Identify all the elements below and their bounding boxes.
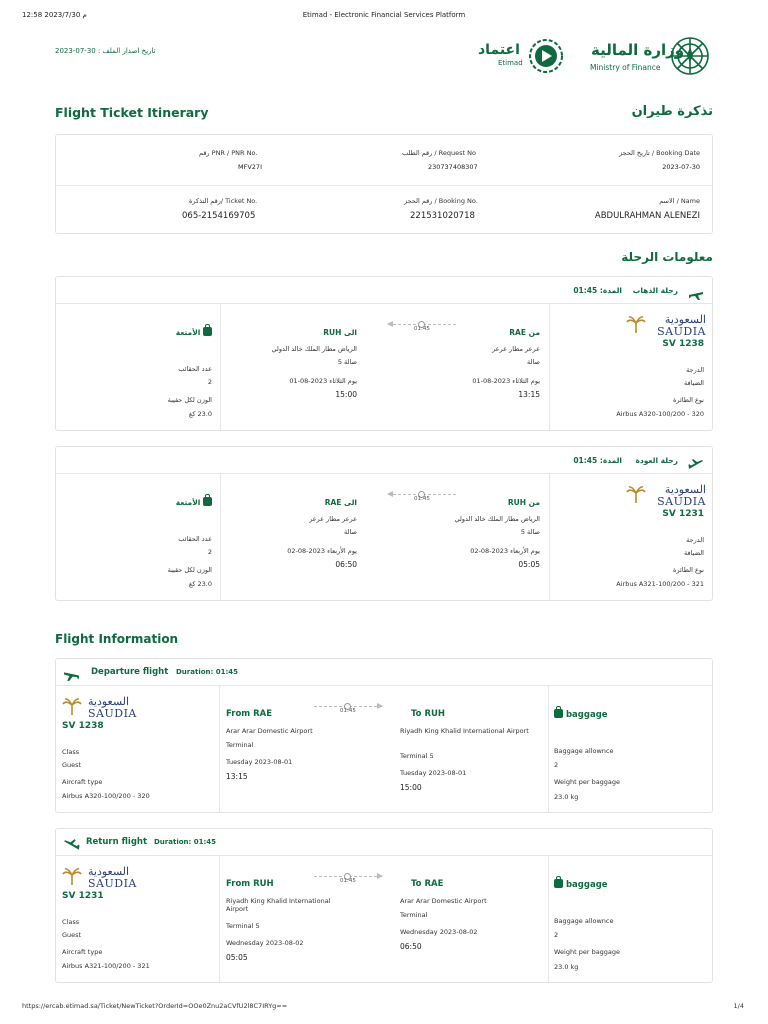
ar-return-bag-count-label: عدد الحقائب — [178, 535, 212, 543]
ar-return-card — [55, 446, 713, 601]
en-departure-to-airport: Riyadh King Khalid International Airport — [400, 727, 529, 735]
booking-no-value: 221531020718 — [410, 211, 475, 221]
en-departure-header-divider — [56, 685, 712, 686]
en-departure-arrow-time: 01:45 — [340, 708, 356, 714]
ar-departure-divider-right — [549, 304, 550, 430]
en-departure-from-time: 13:15 — [226, 772, 248, 781]
ar-return-bag-weight: 23.0 كغ — [188, 580, 212, 588]
en-departure-saudia-en: SAUDIA — [88, 707, 137, 720]
ar-return-bag-count: 2 — [207, 548, 212, 556]
ar-return-to-airport: عرعر مطار عرعر — [309, 515, 357, 523]
name-value: ABDULRAHMAN ALENEZI — [594, 211, 700, 221]
ar-return-from-date: يوم الأربعاء 2023-08-02 — [470, 547, 540, 555]
ar-return-to-terminal: صالة — [344, 528, 357, 536]
ar-return-flight-no: SV 1231 — [662, 509, 704, 519]
ar-departure-to-date: يوم الثلاثاء 2023-08-01 — [289, 377, 357, 385]
ar-return-header-divider — [56, 473, 712, 474]
mof-logo-ar: وزارة المالية — [591, 41, 685, 59]
en-departure-plane-icon — [63, 667, 80, 686]
en-departure-to-date: Tuesday 2023-08-01 — [400, 769, 467, 777]
en-departure-from-date: Tuesday 2023-08-01 — [226, 758, 293, 766]
en-departure-saudia-ar: السعودية — [88, 695, 130, 708]
en-departure-class-label: Class — [62, 748, 80, 756]
ar-departure-palm-icon — [626, 315, 646, 335]
ar-return-trip-label: رحلة العودة — [635, 456, 678, 465]
ar-return-saudia-logo — [626, 483, 706, 509]
etimad-logo-en: Etimad — [498, 59, 523, 67]
en-return-saudia-en: SAUDIA — [88, 877, 137, 890]
en-return-class-label: Class — [62, 918, 80, 926]
ar-departure-baggage-header — [176, 327, 212, 338]
en-return-duration: Duration: 01:45 — [154, 838, 217, 846]
ar-return-bag-weight-label: الوزن لكل حقيبة — [167, 566, 212, 574]
en-departure-bag-weight: 23.0 kg — [554, 793, 579, 801]
en-departure-aircraft-label: Aircraft type — [62, 778, 103, 786]
en-departure-card — [55, 658, 713, 813]
ar-departure-header-divider — [56, 303, 712, 304]
ticket-details-divider — [56, 185, 712, 186]
en-departure-class: Guest — [62, 761, 82, 769]
pnr-value: MFV27I — [238, 163, 262, 171]
en-departure-aircraft: Airbus A320-100/200 - 320 — [62, 792, 150, 800]
ar-return-to: الى RAE — [324, 498, 357, 507]
ar-return-baggage-icon — [203, 497, 212, 506]
en-return-aircraft-label: Aircraft type — [62, 948, 103, 956]
en-return-bag-weight-label: Weight per baggage — [554, 948, 621, 956]
name-label: الاسم / Name — [659, 197, 700, 205]
en-return-divider-right — [548, 856, 549, 982]
ar-return-to-time: 06:50 — [335, 560, 357, 569]
print-url: https://ercab.etimad.sa/Ticket/NewTicket?OrderId=OOe0Znu2aCVfU2l8C7IRYg== — [22, 1002, 288, 1010]
ar-return-divider-left — [220, 474, 221, 600]
en-departure-flight-no: SV 1238 — [62, 721, 104, 731]
en-return-to-date: Wednesday 2023-08-02 — [400, 928, 478, 936]
en-return-to: To RAE — [411, 879, 444, 889]
ar-return-aircraft: Airbus A321-100/200 - 321 — [616, 580, 704, 588]
en-return-to-terminal: Terminal — [400, 911, 428, 919]
en-departure-baggage-label: baggage — [565, 710, 608, 720]
ar-departure-aircraft-label: نوع الطائرة — [672, 396, 704, 404]
en-departure-duration: Duration: 01:45 — [176, 668, 239, 676]
en-return-bag-count: 2 — [554, 931, 559, 939]
ar-departure-class: الضيافة — [684, 379, 704, 387]
ar-departure-to: الى RUH — [323, 328, 357, 337]
file-issue-date: تاريخ اصدار الملف : 30-07-2023 — [55, 47, 156, 55]
print-timestamp: 12:58 2023/7/30 م — [22, 11, 87, 19]
ar-departure-aircraft: Airbus A320-100/200 - 320 — [616, 410, 704, 418]
en-departure-bag-weight-label: Weight per baggage — [554, 778, 621, 786]
en-return-plane-icon — [63, 837, 80, 856]
en-departure-palm-icon — [62, 697, 82, 717]
en-return-bag-count-label: Baggage allownce — [554, 917, 614, 925]
ar-return-to-date: يوم الأربعاء 2023-08-02 — [287, 547, 357, 555]
print-title: Etimad - Electronic Financial Services Platform — [302, 11, 466, 19]
ticket-title-ar: تذكرة طيران — [631, 104, 713, 119]
ar-departure-bag-weight-label: الوزن لكل حقيبة — [167, 396, 212, 404]
en-departure-from-airport: Arar Arar Domestic Airport — [226, 727, 313, 735]
ar-return-from-airport: الرياض مطار الملك خالد الدولي — [454, 515, 540, 523]
mof-emblem-icon — [667, 33, 713, 79]
en-return-arrow-time: 01:45 — [340, 878, 356, 884]
en-return-from-airport: Riyadh King Khalid International Airport — [226, 897, 331, 914]
ar-return-from-time: 05:05 — [518, 560, 540, 569]
ar-return-palm-icon — [626, 485, 646, 505]
ar-departure-from-terminal: صالة — [527, 358, 540, 366]
ar-return-class-label: الدرجة — [686, 536, 704, 544]
en-departure-from-terminal: Terminal — [226, 741, 254, 749]
ar-return-from: من RUH — [507, 498, 540, 507]
en-return-from: From RUH — [226, 879, 274, 889]
en-return-to-time: 06:50 — [400, 942, 422, 951]
en-departure-bag-count: 2 — [554, 761, 559, 769]
en-departure-bag-count-label: Baggage allownce — [554, 747, 614, 755]
ar-departure-divider-left — [220, 304, 221, 430]
en-return-divider-left — [219, 856, 220, 982]
etimad-emblem-icon — [528, 38, 564, 74]
en-departure-baggage-icon — [554, 709, 563, 718]
ar-return-baggage-label: الأمتعة — [175, 498, 201, 507]
en-return-palm-icon — [62, 867, 82, 887]
en-return-card — [55, 828, 713, 983]
ar-departure-to-airport: الرياض مطار الملك خالد الدولي — [271, 345, 357, 353]
ar-return-baggage-header — [176, 497, 212, 508]
ar-departure-from-time: 13:15 — [518, 390, 540, 399]
ar-departure-bag-weight: 23.0 كغ — [188, 410, 212, 418]
ar-return-from-terminal: صالة 5 — [520, 528, 540, 536]
en-return-aircraft: Airbus A321-100/200 - 321 — [62, 962, 150, 970]
ar-departure-baggage-label: الأمتعة — [175, 328, 201, 337]
booking-date-label: تاريخ الحجز / Booking Date — [619, 149, 700, 157]
en-departure-to-time: 15:00 — [400, 783, 422, 792]
ar-departure-from-date: يوم الثلاثاء 2023-08-01 — [472, 377, 540, 385]
print-page-number: 1/4 — [733, 1002, 744, 1010]
ministry-of-finance-logo — [585, 33, 715, 79]
en-return-to-airport: Arar Arar Domestic Airport — [400, 897, 487, 905]
ar-departure-saudia-ar: السعودية — [664, 313, 706, 326]
ar-departure-saudia-logo — [626, 313, 706, 339]
mof-logo-en: Ministry of Finance — [590, 63, 661, 72]
ar-departure-trip-label: رحلة الذهاب — [632, 286, 678, 295]
booking-date-value: 2023-07-30 — [662, 163, 700, 171]
en-return-from-terminal: Terminal 5 — [226, 922, 260, 930]
etimad-logo-ar: اعتماد — [478, 42, 520, 58]
en-departure-divider-left — [219, 686, 220, 812]
ticket-details-card — [55, 134, 713, 234]
en-flight-info-title: Flight Information — [55, 632, 179, 646]
ar-return-arrow-time: 01:45 — [414, 496, 430, 502]
en-departure-baggage-header — [554, 709, 608, 721]
en-return-bag-weight: 23.0 kg — [554, 963, 579, 971]
ar-departure-baggage-icon — [203, 327, 212, 336]
en-return-baggage-label: baggage — [565, 880, 608, 890]
ar-departure-class-label: الدرجة — [686, 366, 704, 374]
ar-flight-info-title: معلومات الرحلة — [621, 250, 713, 264]
ar-departure-bag-count-label: عدد الحقائب — [178, 365, 212, 373]
ar-departure-card — [55, 276, 713, 431]
en-return-saudia-logo — [62, 865, 142, 891]
en-return-from-time: 05:05 — [226, 953, 248, 962]
en-return-flight-no: SV 1231 — [62, 891, 104, 901]
pnr-label: رقم PNR / PNR No. — [199, 149, 258, 157]
en-departure-trip-label: Departure flight — [91, 667, 169, 677]
ar-departure-to-time: 15:00 — [335, 390, 357, 399]
ar-return-saudia-ar: السعودية — [664, 483, 706, 496]
ticket-no-value: 065-2154169705 — [182, 211, 256, 221]
ar-return-aircraft-label: نوع الطائرة — [672, 566, 704, 574]
ar-return-duration: المدة: 01:45 — [573, 456, 622, 465]
en-return-baggage-header — [554, 879, 608, 891]
ar-return-divider-right — [549, 474, 550, 600]
ar-return-saudia-en: SAUDIA — [657, 495, 706, 508]
booking-no-label: رقم الحجز / Booking No. — [404, 197, 478, 205]
ar-departure-bag-count: 2 — [207, 378, 212, 386]
ar-departure-flight-no: SV 1238 — [662, 339, 704, 349]
en-departure-to-terminal: Terminal 5 — [400, 752, 434, 760]
ar-departure-from: من RAE — [509, 328, 540, 337]
en-departure-saudia-logo — [62, 695, 142, 721]
ar-return-class: الضيافة — [684, 549, 704, 557]
ar-departure-duration: المدة: 01:45 — [573, 286, 622, 295]
request-no-value: 230737408307 — [428, 163, 478, 171]
ticket-title-en: Flight Ticket Itinerary — [55, 105, 209, 120]
ticket-no-label: رقم التذكرة/ Ticket No. — [189, 197, 258, 205]
request-no-label: رقم الطلب / Request No — [402, 149, 476, 157]
en-return-from-date: Wednesday 2023-08-02 — [226, 939, 304, 947]
ar-departure-from-airport: عرعر مطار عرعر — [492, 345, 540, 353]
ar-departure-arrow-time: 01:45 — [414, 326, 430, 332]
en-departure-divider-right — [548, 686, 549, 812]
en-return-trip-label: Return flight — [86, 837, 148, 847]
ar-departure-saudia-en: SAUDIA — [657, 325, 706, 338]
en-departure-to: To RUH — [411, 709, 446, 719]
etimad-logo — [478, 38, 568, 74]
ar-departure-to-terminal: صالة 5 — [337, 358, 357, 366]
en-return-saudia-ar: السعودية — [88, 865, 130, 878]
en-return-class: Guest — [62, 931, 82, 939]
en-return-header-divider — [56, 855, 712, 856]
en-return-baggage-icon — [554, 879, 563, 888]
en-departure-from: From RAE — [226, 709, 273, 719]
